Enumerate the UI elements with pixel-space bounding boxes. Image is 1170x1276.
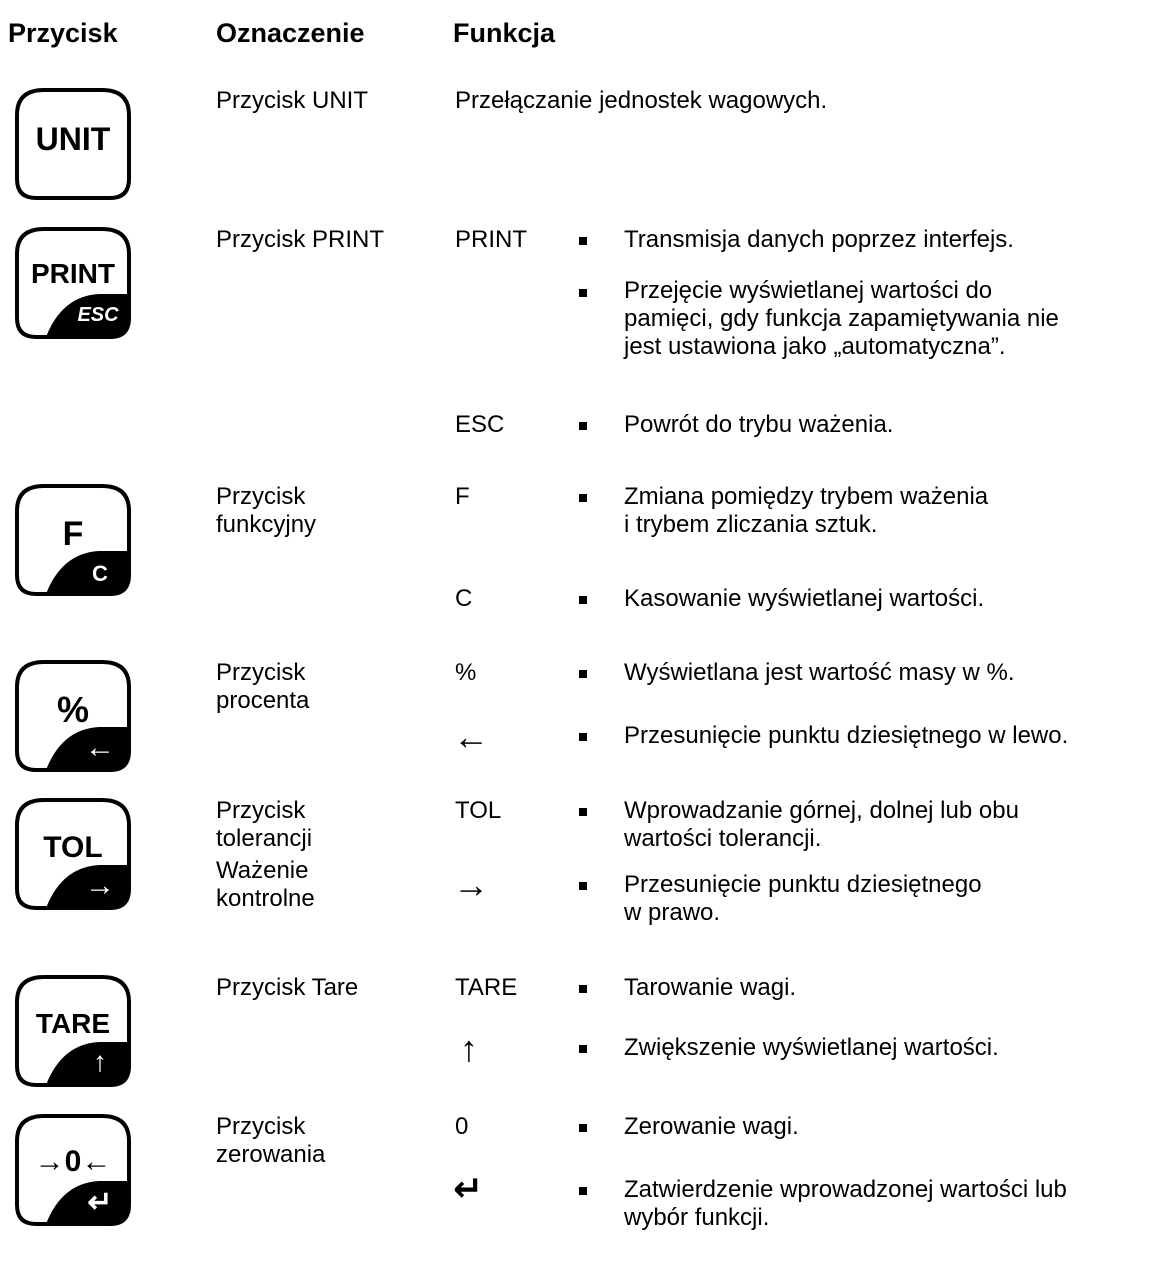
tare-desc-1: Tarowanie wagi. xyxy=(624,974,797,1001)
bullet xyxy=(579,1124,587,1132)
percent-desc-2: Przesunięcie punktu dziesiętnego w lewo. xyxy=(624,722,1069,749)
bullet xyxy=(579,494,587,502)
zero-name-line-1: Przycisk xyxy=(216,1113,306,1140)
unit-key-icon: UNIT xyxy=(14,87,132,201)
left-arrow-icon: ← xyxy=(453,716,489,757)
bullet xyxy=(579,670,587,678)
percent-desc-1: Wyświetlana jest wartość masy w %. xyxy=(624,659,1015,686)
tolerance-name-line-1: Przycisk xyxy=(216,797,306,824)
esc-code: ESC xyxy=(455,411,505,438)
function-name-line-1: Przycisk xyxy=(216,483,306,510)
percent-code: % xyxy=(455,659,477,686)
bullet xyxy=(579,1045,587,1053)
zero-key-icon: →0← ↵ xyxy=(14,1113,132,1227)
c-code: C xyxy=(455,585,473,612)
check-weighing-line-1: Ważenie xyxy=(216,857,309,884)
bullet xyxy=(579,596,587,604)
tolerance-name-line-2: tolerancji xyxy=(216,825,313,852)
bullet xyxy=(579,1187,587,1195)
bullet xyxy=(579,733,587,741)
bullet xyxy=(579,882,587,890)
tolerance-key-icon: TOL → xyxy=(14,797,132,911)
check-weighing-line-2: kontrolne xyxy=(216,885,315,912)
tol-desc-1-line-1: Wprowadzanie górnej, dolnej lub obu xyxy=(624,797,1019,824)
bullet xyxy=(579,289,587,297)
tol-desc-2-line-1: Przesunięcie punktu dziesiętnego xyxy=(624,871,982,898)
percent-key-icon: % ← xyxy=(14,659,132,773)
zero-desc-2-line-2: wybór funkcji. xyxy=(624,1204,770,1231)
bullet xyxy=(579,985,587,993)
tol-code: TOL xyxy=(455,797,502,824)
f-desc-1-line-1: Zmiana pomiędzy trybem ważenia xyxy=(624,483,989,510)
bullet xyxy=(579,808,587,816)
bullet xyxy=(579,237,587,245)
tare-code: TARE xyxy=(455,974,518,1001)
enter-arrow-icon: ↵ xyxy=(453,1168,484,1209)
percent-name-line-2: procenta xyxy=(216,687,310,714)
print-name: Przycisk PRINT xyxy=(216,226,384,253)
header-przycisk: Przycisk xyxy=(8,18,118,48)
right-arrow-icon: → xyxy=(453,864,489,905)
print-desc-2-line-3: jest ustawiona jako „automatyczna”. xyxy=(624,333,1006,360)
header-oznaczenie: Oznaczenie xyxy=(216,18,365,48)
zero-desc-1: Zerowanie wagi. xyxy=(624,1113,799,1140)
tare-name: Przycisk Tare xyxy=(216,974,359,1001)
tare-key-icon: TARE ↑ xyxy=(14,974,132,1088)
tare-desc-2: Zwiększenie wyświetlanej wartości. xyxy=(624,1034,999,1061)
print-desc-2-line-2: pamięci, gdy funkcja zapamiętywania nie xyxy=(624,305,1059,332)
unit-name: Przycisk UNIT xyxy=(216,87,368,114)
function-name-line-2: funkcyjny xyxy=(216,511,317,538)
percent-name-line-1: Przycisk xyxy=(216,659,306,686)
f-desc-2: Kasowanie wyświetlanej wartości. xyxy=(624,585,985,612)
tol-desc-1-line-2: wartości tolerancji. xyxy=(624,825,822,852)
zero-code: 0 xyxy=(455,1113,469,1140)
unit-function: Przełączanie jednostek wagowych. xyxy=(455,87,828,114)
zero-desc-2-line-1: Zatwierdzenie wprowadzonej wartości lub xyxy=(624,1176,1067,1203)
up-arrow-icon: ↑ xyxy=(460,1028,478,1069)
print-code: PRINT xyxy=(455,226,527,253)
zero-name-line-2: zerowania xyxy=(216,1141,326,1168)
f-code: F xyxy=(455,483,470,510)
f-desc-1-line-2: i trybem zliczania sztuk. xyxy=(624,511,878,538)
tol-desc-2-line-2: w prawo. xyxy=(624,899,721,926)
print-desc-3: Powrót do trybu ważenia. xyxy=(624,411,894,438)
bullet xyxy=(579,422,587,430)
print-key-icon: PRINT ESC xyxy=(14,226,132,340)
print-desc-2-line-1: Przejęcie wyświetlanej wartości do xyxy=(624,277,993,304)
function-key-icon: F C xyxy=(14,483,132,597)
print-desc-1: Transmisja danych poprzez interfejs. xyxy=(624,226,1014,253)
header-funkcja: Funkcja xyxy=(453,18,556,48)
